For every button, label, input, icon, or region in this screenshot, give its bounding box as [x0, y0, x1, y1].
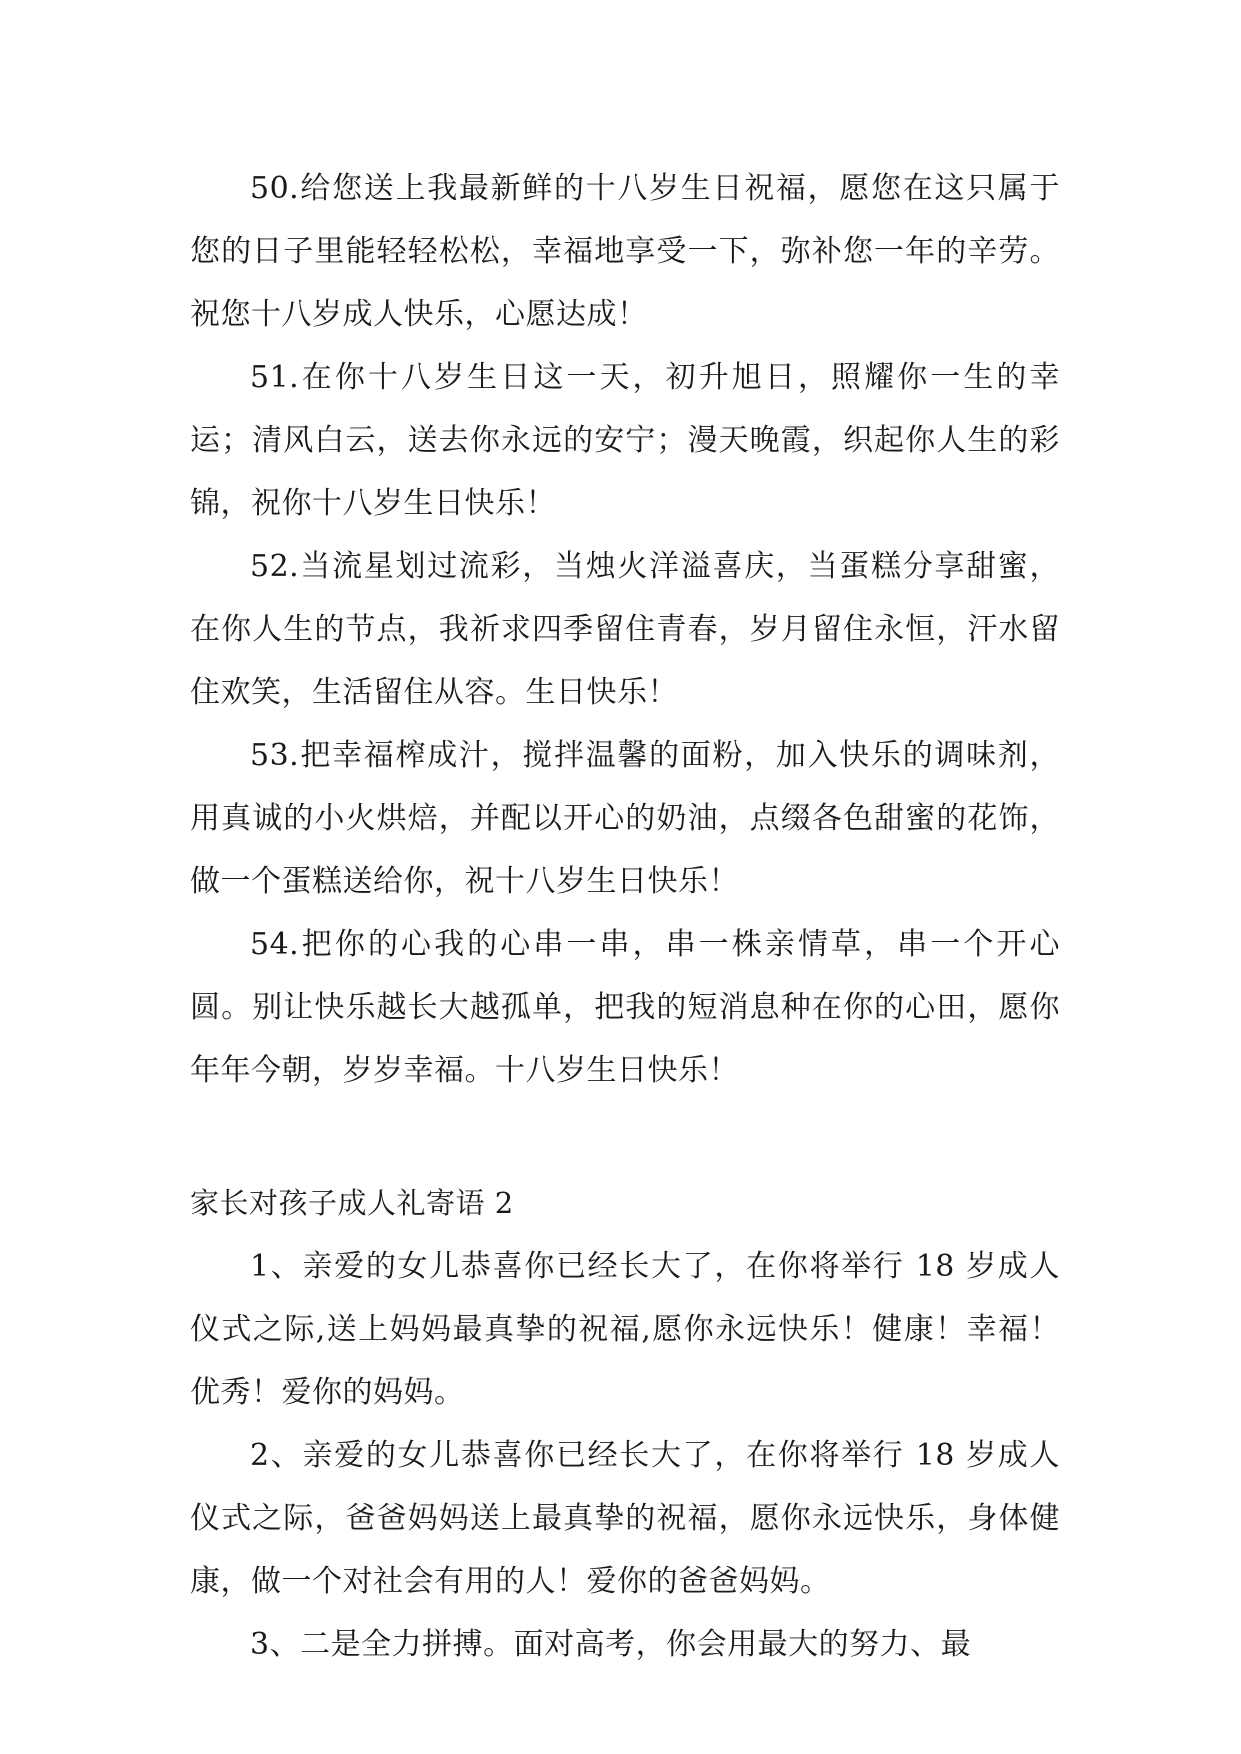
paragraph-2: 2、亲爱的女儿恭喜你已经长大了，在你将举行 18 岁成人仪式之际，爸爸妈妈送上最真挚的祝福，愿你永远快乐，身体健康，做一个对社会有用的人！爱你的爸爸妈妈。	[190, 1438, 1060, 1599]
paragraph-51: 51.在你十八岁生日这一天，初升旭日，照耀你一生的幸运；清风白云，送去你永远的安宁；漫天晚霞，织起你人生的彩锦，祝你十八岁生日快乐！	[190, 360, 1060, 521]
paragraph-54: 54.把你的心我的心串一串，串一株亲情草，串一个开心圆。别让快乐越长大越孤单，把我的短消息种在你的心田，愿你年年今朝，岁岁幸福。十八岁生日快乐！	[190, 927, 1060, 1088]
paragraph-53: 53.把幸福榨成汁，搅拌温馨的面粉，加入快乐的调味剂，用真诚的小火烘焙，并配以开心的奶油，点缀各色甜蜜的花饰，做一个蛋糕送给你，祝十八岁生日快乐！	[190, 738, 1060, 899]
paragraph-3: 3、二是全力拼搏。面对高考，你会用最大的努力、最	[250, 1627, 972, 1662]
document-body	[190, 157, 1060, 1676]
paragraph-50: 50.给您送上我最新鲜的十八岁生日祝福，愿您在这只属于您的日子里能轻轻松松，幸福地享受一下，弥补您一年的辛劳。祝您十八岁成人快乐，心愿达成！	[190, 171, 1060, 332]
paragraph-1: 1、亲爱的女儿恭喜你已经长大了，在你将举行 18 岁成人仪式之际,送上妈妈最真挚的祝福,愿你永远快乐！健康！幸福！优秀！爱你的妈妈。	[190, 1249, 1060, 1410]
section-title: 家长对孩子成人礼寄语 2	[190, 1186, 514, 1220]
paragraph-52: 52.当流星划过流彩，当烛火洋溢喜庆，当蛋糕分享甜蜜，在你人生的节点，我祈求四季留住青春，岁月留住永恒，汗水留住欢笑，生活留住从容。生日快乐！	[190, 549, 1060, 710]
